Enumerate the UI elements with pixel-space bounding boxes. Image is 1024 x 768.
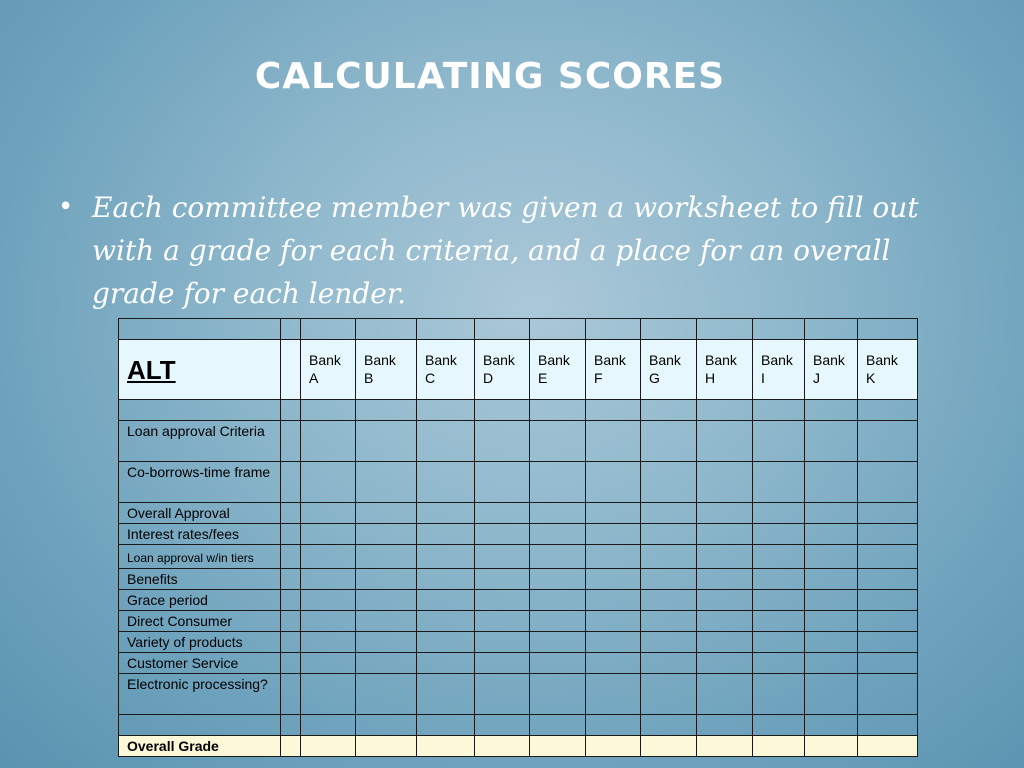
empty-cell — [586, 715, 641, 736]
grade-cell[interactable] — [475, 524, 530, 545]
grade-cell[interactable] — [805, 462, 858, 503]
grade-cell[interactable] — [858, 653, 918, 674]
overall-grade-cell[interactable] — [753, 736, 805, 757]
bullet-item — [58, 186, 958, 315]
grade-cell[interactable] — [356, 590, 417, 611]
grade-cell[interactable] — [475, 590, 530, 611]
bank-header-word: Bank — [538, 352, 570, 368]
empty-cell — [281, 400, 301, 421]
bank-header-word: Bank — [364, 352, 396, 368]
grade-cell[interactable] — [417, 674, 475, 715]
grade-cell[interactable] — [475, 421, 530, 462]
grade-cell[interactable] — [356, 421, 417, 462]
overall-grade-cell[interactable] — [475, 736, 530, 757]
criteria-label: Direct Consumer — [119, 611, 281, 632]
grade-cell[interactable] — [641, 421, 697, 462]
empty-cell — [697, 400, 753, 421]
grade-cell[interactable] — [753, 462, 805, 503]
empty-cell — [530, 715, 586, 736]
grade-cell[interactable] — [301, 421, 356, 462]
grade-cell[interactable] — [805, 569, 858, 590]
bank-column-header — [641, 340, 697, 400]
overall-grade-cell[interactable] — [697, 736, 753, 757]
grade-cell[interactable] — [858, 503, 918, 524]
grade-cell[interactable] — [858, 632, 918, 653]
overall-grade-cell[interactable] — [641, 736, 697, 757]
overall-grade-cell[interactable] — [530, 736, 586, 757]
criteria-label: Customer Service — [119, 653, 281, 674]
overall-grade-cell[interactable] — [586, 736, 641, 757]
grade-cell[interactable] — [475, 674, 530, 715]
header-row — [119, 340, 918, 400]
empty-cell — [858, 319, 918, 340]
criteria-label: Loan approval Criteria — [119, 421, 281, 462]
grade-cell[interactable] — [356, 653, 417, 674]
grade-cell[interactable] — [753, 653, 805, 674]
empty-cell — [641, 715, 697, 736]
table-corner-label: ALT — [119, 340, 281, 400]
grade-cell[interactable] — [805, 653, 858, 674]
criteria-row — [119, 545, 918, 569]
grade-cell[interactable] — [697, 503, 753, 524]
bank-header-word: Bank — [813, 352, 845, 368]
grade-cell[interactable] — [356, 569, 417, 590]
bank-header-word: Bank — [761, 352, 793, 368]
grade-cell[interactable] — [417, 632, 475, 653]
bank-header-letter: B — [364, 370, 374, 386]
empty-cell — [356, 400, 417, 421]
empty-cell — [475, 400, 530, 421]
grade-cell[interactable] — [753, 632, 805, 653]
grade-cell[interactable] — [586, 569, 641, 590]
grade-cell — [281, 524, 301, 545]
grade-cell[interactable] — [753, 611, 805, 632]
grade-cell[interactable] — [641, 590, 697, 611]
grade-cell[interactable] — [530, 545, 586, 569]
bullet-text: Each committee member was given a worksheet to fill out with a grade for each criteria, and a place for an overall grade for each lender. — [92, 191, 919, 310]
bank-column-header — [530, 340, 586, 400]
grade-cell — [281, 653, 301, 674]
grade-cell[interactable] — [753, 421, 805, 462]
criteria-row — [119, 590, 918, 611]
grade-cell[interactable] — [356, 611, 417, 632]
bank-column-header — [697, 340, 753, 400]
overall-grade-cell[interactable] — [805, 736, 858, 757]
grade-cell[interactable] — [641, 462, 697, 503]
grade-cell[interactable] — [356, 524, 417, 545]
grade-cell[interactable] — [697, 590, 753, 611]
grade-cell[interactable] — [301, 462, 356, 503]
grade-cell — [281, 569, 301, 590]
score-worksheet-table — [118, 318, 918, 757]
empty-cell — [417, 400, 475, 421]
criteria-label: Electronic processing? — [119, 674, 281, 715]
criteria-label: Grace period — [119, 590, 281, 611]
bank-header-word: Bank — [483, 352, 515, 368]
grade-cell[interactable] — [301, 653, 356, 674]
bank-column-header — [475, 340, 530, 400]
grade-cell[interactable] — [753, 503, 805, 524]
empty-cell — [119, 319, 281, 340]
grade-cell — [281, 674, 301, 715]
empty-cell — [753, 400, 805, 421]
grade-cell[interactable] — [475, 653, 530, 674]
grade-cell[interactable] — [530, 674, 586, 715]
bank-header-letter: C — [425, 370, 436, 386]
grade-cell[interactable] — [475, 569, 530, 590]
bank-header-letter: E — [538, 370, 548, 386]
grade-cell[interactable] — [301, 674, 356, 715]
grade-cell[interactable] — [697, 611, 753, 632]
grade-cell[interactable] — [475, 545, 530, 569]
grade-cell[interactable] — [417, 611, 475, 632]
grade-cell[interactable] — [805, 632, 858, 653]
grade-cell[interactable] — [641, 653, 697, 674]
slide-title: CALCULATING SCORES — [254, 56, 726, 97]
grade-cell[interactable] — [697, 421, 753, 462]
grade-cell[interactable] — [641, 524, 697, 545]
grade-cell[interactable] — [301, 569, 356, 590]
grade-cell[interactable] — [530, 590, 586, 611]
criteria-label: Variety of products — [119, 632, 281, 653]
grade-cell[interactable] — [697, 524, 753, 545]
bank-column-header — [753, 340, 805, 400]
empty-cell — [697, 715, 753, 736]
grade-cell[interactable] — [417, 503, 475, 524]
bank-header-word: Bank — [649, 352, 681, 368]
grade-cell[interactable] — [641, 632, 697, 653]
empty-cell — [530, 400, 586, 421]
empty-cell — [753, 319, 805, 340]
grade-cell[interactable] — [697, 674, 753, 715]
grade-cell[interactable] — [641, 569, 697, 590]
grade-cell[interactable] — [301, 503, 356, 524]
grade-cell[interactable] — [697, 653, 753, 674]
bank-column-header — [858, 340, 918, 400]
empty-cell — [301, 400, 356, 421]
grade-cell[interactable] — [417, 569, 475, 590]
grade-cell[interactable] — [586, 462, 641, 503]
grade-cell[interactable] — [858, 611, 918, 632]
grade-cell[interactable] — [475, 632, 530, 653]
grade-cell[interactable] — [417, 590, 475, 611]
criteria-label: Overall Approval — [119, 503, 281, 524]
bank-column-header — [356, 340, 417, 400]
grade-cell[interactable] — [697, 632, 753, 653]
grade-cell[interactable] — [301, 545, 356, 569]
bank-header-letter: I — [761, 370, 765, 386]
grade-cell — [281, 590, 301, 611]
empty-cell — [697, 319, 753, 340]
grade-cell[interactable] — [805, 503, 858, 524]
criteria-label: Benefits — [119, 569, 281, 590]
bank-column-header — [417, 340, 475, 400]
grade-cell[interactable] — [805, 590, 858, 611]
empty-cell — [530, 319, 586, 340]
bank-header-word: Bank — [866, 352, 898, 368]
grade-cell[interactable] — [586, 653, 641, 674]
grade-cell[interactable] — [356, 545, 417, 569]
empty-cell — [417, 715, 475, 736]
grade-cell[interactable] — [530, 462, 586, 503]
overall-grade-cell[interactable] — [301, 736, 356, 757]
empty-cell — [281, 715, 301, 736]
overall-grade-cell[interactable] — [417, 736, 475, 757]
grade-cell[interactable] — [858, 421, 918, 462]
empty-cell — [858, 400, 918, 421]
grade-cell — [281, 632, 301, 653]
grade-cell[interactable] — [805, 611, 858, 632]
criteria-row — [119, 462, 918, 503]
empty-cell — [586, 319, 641, 340]
bank-header-word: Bank — [425, 352, 457, 368]
grade-cell[interactable] — [301, 524, 356, 545]
empty-cell — [281, 340, 301, 400]
grade-cell[interactable] — [475, 611, 530, 632]
grade-cell[interactable] — [805, 524, 858, 545]
empty-cell — [119, 715, 281, 736]
grade-cell[interactable] — [530, 653, 586, 674]
grade-cell[interactable] — [753, 569, 805, 590]
empty-cell — [805, 715, 858, 736]
grade-cell[interactable] — [356, 632, 417, 653]
grade-cell — [281, 503, 301, 524]
empty-cell — [301, 715, 356, 736]
grade-cell[interactable] — [586, 611, 641, 632]
grade-cell[interactable] — [641, 674, 697, 715]
overall-grade-cell — [281, 736, 301, 757]
grade-cell[interactable] — [753, 674, 805, 715]
bank-header-letter: F — [594, 370, 603, 386]
grade-cell[interactable] — [475, 462, 530, 503]
empty-cell — [641, 400, 697, 421]
bank-header-letter: A — [309, 370, 319, 386]
criteria-label: Co-borrows-time frame — [119, 462, 281, 503]
empty-cell — [586, 400, 641, 421]
blank-row-top — [119, 319, 918, 340]
grade-cell[interactable] — [858, 590, 918, 611]
bank-header-letter: D — [483, 370, 494, 386]
empty-cell — [475, 715, 530, 736]
criteria-label: Loan approval w/in tiers — [119, 545, 281, 569]
grade-cell[interactable] — [586, 524, 641, 545]
grade-cell[interactable] — [858, 462, 918, 503]
grade-cell[interactable] — [805, 674, 858, 715]
blank-row-spacer — [119, 400, 918, 421]
bank-header-letter: H — [705, 370, 716, 386]
grade-cell[interactable] — [753, 545, 805, 569]
grade-cell[interactable] — [530, 569, 586, 590]
grade-cell[interactable] — [417, 545, 475, 569]
bank-column-header — [301, 340, 356, 400]
grade-cell[interactable] — [697, 545, 753, 569]
grade-cell[interactable] — [641, 611, 697, 632]
bank-column-header — [586, 340, 641, 400]
grade-cell[interactable] — [858, 674, 918, 715]
grade-cell — [281, 545, 301, 569]
grade-cell[interactable] — [417, 653, 475, 674]
empty-cell — [119, 400, 281, 421]
grade-cell[interactable] — [586, 590, 641, 611]
grade-cell[interactable] — [586, 421, 641, 462]
grade-cell[interactable] — [530, 524, 586, 545]
empty-cell — [753, 715, 805, 736]
bank-header-word: Bank — [705, 352, 737, 368]
empty-cell — [356, 715, 417, 736]
grade-cell[interactable] — [753, 590, 805, 611]
criteria-row — [119, 421, 918, 462]
bank-header-letter: G — [649, 370, 660, 386]
grade-cell[interactable] — [805, 421, 858, 462]
grade-cell[interactable] — [753, 524, 805, 545]
overall-grade-row — [119, 736, 918, 757]
grade-cell[interactable] — [475, 503, 530, 524]
grade-cell[interactable] — [530, 503, 586, 524]
grade-cell[interactable] — [586, 674, 641, 715]
grade-cell[interactable] — [530, 421, 586, 462]
grade-cell[interactable] — [641, 545, 697, 569]
blank-row-bottom — [119, 715, 918, 736]
grade-cell[interactable] — [301, 632, 356, 653]
grade-cell[interactable] — [356, 462, 417, 503]
grade-cell[interactable] — [858, 569, 918, 590]
grade-cell[interactable] — [586, 632, 641, 653]
grade-cell[interactable] — [417, 421, 475, 462]
grade-cell[interactable] — [356, 674, 417, 715]
empty-cell — [356, 319, 417, 340]
overall-grade-cell[interactable] — [858, 736, 918, 757]
empty-cell — [805, 319, 858, 340]
empty-cell — [281, 319, 301, 340]
bank-header-word: Bank — [594, 352, 626, 368]
grade-cell[interactable] — [697, 569, 753, 590]
grade-cell[interactable] — [530, 611, 586, 632]
grade-cell[interactable] — [586, 503, 641, 524]
grade-cell[interactable] — [530, 632, 586, 653]
grade-cell[interactable] — [417, 524, 475, 545]
grade-cell[interactable] — [356, 503, 417, 524]
grade-cell[interactable] — [858, 545, 918, 569]
overall-grade-label: Overall Grade — [119, 736, 281, 757]
empty-cell — [417, 319, 475, 340]
grade-cell[interactable] — [586, 545, 641, 569]
grade-cell[interactable] — [417, 462, 475, 503]
criteria-row — [119, 569, 918, 590]
bank-header-word: Bank — [309, 352, 341, 368]
overall-grade-cell[interactable] — [356, 736, 417, 757]
criteria-row — [119, 503, 918, 524]
empty-cell — [475, 319, 530, 340]
criteria-row — [119, 653, 918, 674]
criteria-label: Interest rates/fees — [119, 524, 281, 545]
bank-column-header — [805, 340, 858, 400]
criteria-row — [119, 611, 918, 632]
grade-cell[interactable] — [805, 545, 858, 569]
grade-cell[interactable] — [641, 503, 697, 524]
grade-cell — [281, 611, 301, 632]
empty-cell — [301, 319, 356, 340]
grade-cell[interactable] — [301, 611, 356, 632]
criteria-row — [119, 632, 918, 653]
grade-cell[interactable] — [697, 462, 753, 503]
grade-cell — [281, 421, 301, 462]
criteria-row — [119, 674, 918, 715]
empty-cell — [858, 715, 918, 736]
grade-cell[interactable] — [858, 524, 918, 545]
empty-cell — [805, 400, 858, 421]
grade-cell — [281, 462, 301, 503]
bullet-marker: • — [58, 192, 74, 222]
bank-header-letter: K — [866, 370, 876, 386]
empty-cell — [641, 319, 697, 340]
grade-cell[interactable] — [301, 590, 356, 611]
bank-header-letter: J — [813, 370, 820, 386]
criteria-row — [119, 524, 918, 545]
